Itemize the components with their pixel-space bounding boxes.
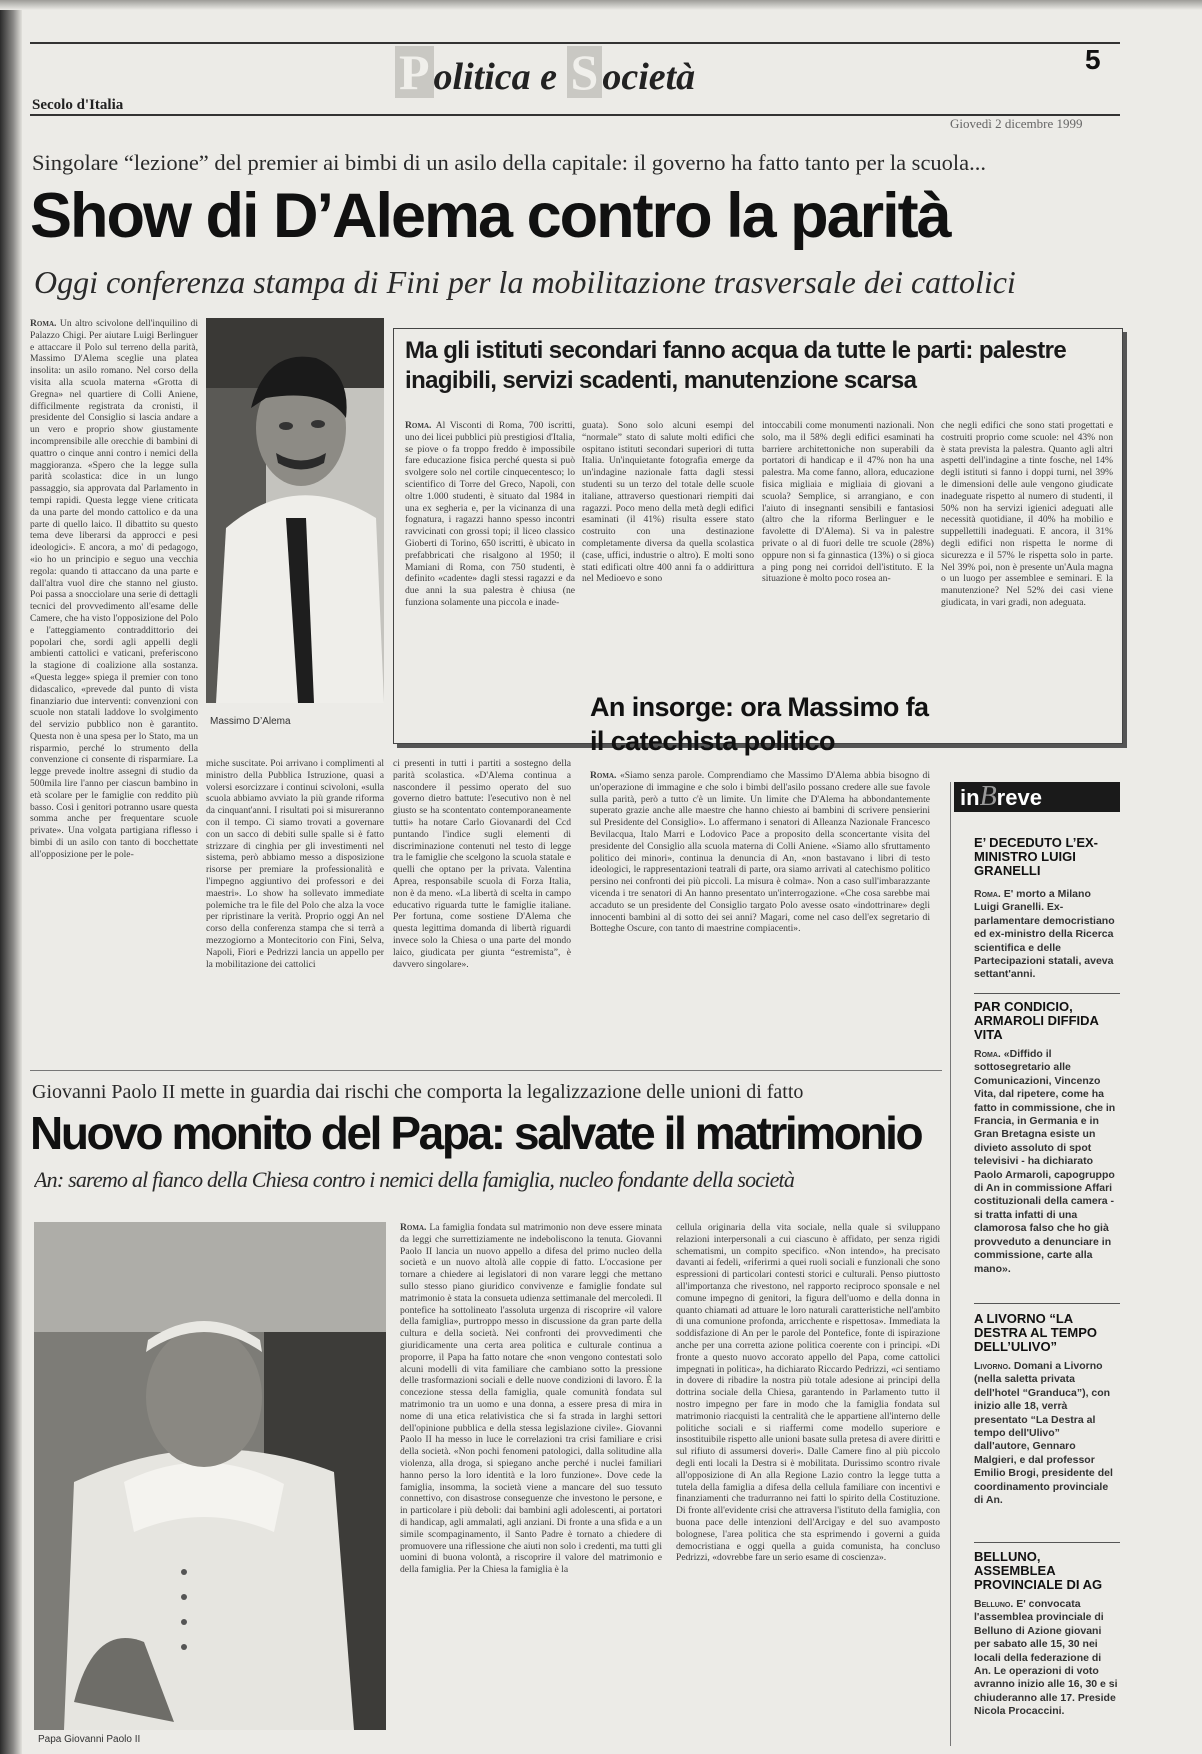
page-top-shadow [0, 0, 1202, 10]
brief-item [974, 1000, 1118, 1276]
brief-title: A LIVORNO “LA DESTRA AL TEMPO DELL’ULIVO” [974, 1311, 1098, 1354]
article-text: La famiglia fondata sul matrimonio non deve essere minata da leggi che surrettiziamente ne indeboliscono la tenuta. Giovanni Paolo II lancia un nuovo appello a difesa del primo nucleo della società e un nuovo altolà alle coppie di fatto. L'occasione per tornare a chiedere ai legislatori di non varare leggi che mettano sullo stesso piano giuridico convivenze e famiglie fondate sul matrimonio è stata la consueta udienza settimanale del mercoledì. Il pontefice ha sottolineato l'assoluta urgenza di riscoprire «il valore della famiglia», purtroppo messo in discussione da gran parte della cultura e della società. Nei confronti dei provvedimenti che giuridicamente una certa area politica e culturale continua a proporre, il Papa ha fatto notare che «non vengono contestati solo alcuni modelli di vita familiare che cambiano sotto la pressione delle trasformazioni sociali e delle nuove condizioni di lavoro. È la concezione stessa della famiglia, quale comunità fondata sul matrimonio tra un uomo e una donna, a essere presa di mira in nome di una etica relativistica che si fa strada in larghi settori dell'opinione pubblica e della stessa legislazione civile». Giovanni Paolo II ha messo in luce le correlazioni tra crisi familiare e crisi della società. «Non pochi fenomeni patologici, dalla solitudine alla violenza, alla droga, si spiegano anche perché i nuclei familiari hanno perso la loro identità e la loro funzione». Dove cede la famiglia, insomma, la società viene a mancare del suo tessuto connettivo, con disastrose conseguenze che investono le persone, e in particolare i più deboli: dai bambini agli adolescenti, ai portatori di handicap, agli ammalati, agli anziani. Di fronte a una sfida e a un simile scompaginamento, il Santo Padre è tornato a chiedere di promuovere una riflessione che aiuti non solo i credenti, ma tutti gli uomini di buona volontà, a riscoprire il valore del matrimonio e della famiglia. Per la Chiesa la famiglia è la [400, 1222, 662, 1576]
pope-subhead: An: saremo al fianco della Chiesa contro i nemici della famiglia, nucleo fondante della società [34, 1167, 795, 1192]
main-story-column-1 [30, 318, 198, 1046]
pope-story-column-2 [676, 1222, 940, 1746]
paper-name: Secolo d'Italia [32, 97, 124, 113]
box-story-column-1 [405, 420, 575, 736]
article-text: guata). Sono solo alcuni esempi del “normale” stato di salute molti edifici che ospitano istituti secondari superiori di tutta Italia. Un'inquietante fotografia emerge da un'indagine nazionale fatta dagli stessi studenti su un terzo del totale delle scuole italiane, attraverso questionari riempiti dai ragazzi. Poco meno della metà degli edifici esaminati (il 41%) risulta essere stato costruito con una destinazione completamente diversa da quella scolastica (case, uffici, industrie o altro). E molti sono stati edificati oltre 400 anni fa o addirittura nel Medioevo e sono [582, 420, 754, 585]
pope-photo [34, 1222, 386, 1730]
dalema-portrait-image [206, 318, 384, 703]
pope-kicker: Giovanni Paolo II mette in guardia dai rischi che comporta la legalizzazione delle unioni di fatto [32, 1081, 804, 1103]
article-text: Un altro scivolone dell'inquilino di Palazzo Chigi. Per aiutare Luigi Berlinguer e attaccare il Polo sul terreno della parità, Massimo D'Alema sceglie una platea insolita: un asilo romano. Nel corso della visita alla scuola materna «Grotta di Gregna» nel quartiere di Colli Aniene, difficilmente registrata da cronisti, il presidente del Consiglio si lascia andare a un vero e proprio show giustamente incomprensibile alle orecchie di bambini di quattro o cinque anni contro i nemici della maggioranza. «Spero che la legge sulla parità scolastica: dice in un lungo passaggio, sia approvata dal Parlamento in tempi rapidi. Questa legge viene criticata da una parte del mondo cattolico e da una parte di quello laico. Il dibattito su questo tema deve liberarsi da approcci e pesi ideologici». E ancora, a mo' di pedagogo, «io ho un principio e seguo una vecchia regola: quando ti attaccano da una parte e dall'altra vuol dire che stanno nel giusto. Poi passa a snocciolare una serie di dettagli tecnici del provvedimento all'esame delle Camere, che ha visto l'opposizione del Polo e l'atteggiamento contraddittorio dei popolari che, sordi agli appelli degli ambienti cattolici e vaticani, preferiscono la stagione di coalizione alla sostanza. «Questa legge» spiega il premier con tono didascalico, «prevede dal punto di vista finanziario due interventi: convenzioni con scuole non statali laddove lo svolgimento del servizio pubblico non è garantito. Questa non è una spesa per lo Stato, ma un risparmio, perché lo strumento della convenzione ci consente di risparmiare. La legge prevede inoltre assegni di studio da 500mila lire l'anno per ciascun bambino in età scolare per le famiglie con reddito più basso. Così i genitori potranno usare questa somma anche per frequentare scuole private». Una volgata partigiana riflesso i bimbi di un asilo con tanto di bocchettate all'opposizione per le pole- [30, 318, 198, 860]
main-kicker: Singolare “lezione” del premier ai bimbi di un asilo della capitale: il governo ha fatto tanto per la scuola... [32, 150, 987, 175]
dalema-photo [206, 318, 384, 703]
article-text: Al Visconti di Roma, 700 iscritti, uno dei licei pubblici più prestigiosi d'Italia, se piove o fa troppo freddo è impossibile fare educazione fisica perché questa si può svolgere solo nel cortile cinquecentesco; lo scientifico di Torre del Greco, Napoli, con oltre 1.000 studenti, è situato dal 1984 in una ex segheria e, per la vicinanza di una fognatura, i ragazzi hanno spesso incontri ravvicinati con grossi topi; il liceo classico Gioberti di Torino, 650 iscritti, è ubicato in prefabbricati che risalgono al 1950; il Mamiani di Roma, con 750 studenti, è definito «cadente» dagli stessi ragazzi e da due anni la sua palestra è chiusa (ne funziona solamente una piccola e inade- [405, 420, 575, 608]
sidebar-divider [950, 782, 951, 1746]
box-story-column-4 [941, 420, 1113, 736]
page-number: 5 [1085, 44, 1101, 75]
main-story-column-3 [393, 758, 571, 1048]
box-story-headline: Ma gli istituti secondari fanno acqua da tutte le parti: palestre inagibili, servizi scadenti, manutenzione scarsa [405, 337, 1067, 394]
brief-title: PAR CONDICIO, ARMAROLI DIFFIDA VITA [974, 999, 1099, 1042]
brief-title: E’ DECEDUTO L’EX-MINISTRO LUIGI GRANELLI [974, 835, 1099, 878]
dateline: Roma. [974, 888, 1001, 900]
dateline: Roma. [590, 770, 617, 781]
in-breve-cap: B [979, 781, 997, 812]
pope-photo-caption: Papa Giovanni Paolo II [38, 1734, 141, 1745]
main-headline: Show di D’Alema contro la parità [30, 181, 950, 251]
brief-body [974, 1360, 1118, 1507]
page-edge-shadow [0, 0, 22, 1754]
pope-story-column-1 [400, 1222, 662, 1746]
an-story-headline: An insorge: ora Massimo fa il catechista politico [590, 692, 929, 756]
issue-date: Giovedì 2 dicembre 1999 [950, 116, 1083, 131]
section-divider [30, 1070, 942, 1071]
pope-headline: Nuovo monito del Papa: salvate il matrimonio [30, 1107, 922, 1159]
in-breve-rest: reve [996, 785, 1042, 810]
brief-text: E' convocata l'assemblea provinciale di Belluno di Azione giovani per sabato alle 15, 30 nei locali della federazione di An. Le operazioni di voto avranno inizio alle 16, 30 e si chiuderanno alle 17. Preside Nicola Procaccini. [974, 1598, 1118, 1718]
brief-title: BELLUNO, ASSEMBLEA PROVINCIALE DI AG [974, 1549, 1103, 1592]
dalema-photo-caption: Massimo D’Alema [210, 716, 291, 727]
brief-body [974, 888, 1118, 982]
dateline: Roma. [974, 1048, 1001, 1060]
dateline: Belluno. [974, 1598, 1014, 1610]
brief-body [974, 1598, 1118, 1719]
brief-text: Domani a Livorno (nella saletta privata dell'hotel “Granduca”), con inizio alle 18, verrà presentato “La Destra al tempo dell'Ulivo” dall'autore, Gennaro Malgieri, e dal professor Emilio Brogi, presidente del coordinamento provinciale di An. [974, 1360, 1113, 1507]
main-subhead: Oggi conferenza stampa di Fini per la mobilitazione trasversale dei cattolici [34, 264, 1016, 300]
section-title-text: olitica e [433, 56, 567, 98]
box-story-column-2 [582, 420, 754, 698]
article-text: che negli edifici che sono stati progettati e costruiti proprio come scuole: nel 43% non è stata prevista la palestra. Quanto agli altri aspetti dell'indagine a tinte fosche, nel 14% degli istituti si fanno i doppi turni, nel 39% le dimensioni delle aule vengono giudicate inadeguate rispetto al numero di studenti, il 50% non ha servizi igienici adeguati alle necessità quotidiane, il 40% ha mobilio e suppellettili inadeguati. E ancora, il 31% degli edifici non rispetta le norme di sicurezza e il 57% le rispetta solo in parte. Nel 39% poi, non è presente un'Aula magna o un luogo per assemblee e seminari. E la manutenzione? Nel 52% dei casi viene giudicata, in vari gradi, non adeguata. [941, 420, 1113, 608]
dateline: Roma. [405, 420, 432, 431]
section-title [395, 46, 795, 102]
section-title-text: ocietà [602, 56, 696, 98]
section-title-cap: S [567, 46, 603, 98]
brief-divider [974, 993, 1120, 994]
dateline: Livorno. [974, 1360, 1011, 1372]
pope-portrait-image [34, 1222, 386, 1730]
brief-text: E' morto a Milano Luigi Granelli. Ex-parlamentare democristiano ed ex-ministro della Ricerca scientifica e delle Partecipazioni statali, aveva settant'anni. [974, 888, 1115, 981]
dateline: Roma. [400, 1222, 427, 1233]
in-breve-prefix: in [960, 785, 980, 810]
brief-text: «Diffido il sottosegretario alle Comunicazioni, Vincenzo Vita, dal ripetere, come ha fatto in commissione, che in Francia, in Germania e in Gran Bretagna esiste un divieto assoluto di spot televisivi - ha dichiarato Paolo Armaroli, capogruppo di An in commissione Affari costituzionali della camera - si tratta infatti di una clamorosa falso che ho già provveduto a denunciare in commissione, carte alla mano». [974, 1048, 1116, 1275]
brief-divider [974, 1542, 1120, 1543]
brief-body [974, 1048, 1118, 1276]
article-text: «Siamo senza parole. Comprendiamo che Massimo D'Alema abbia bisogno di un'operazione di immagine e che solo i bimbi dell'asilo possano credere alle sue favole sulla parità, però a tutto c'è un limite. Un limite che D'Alema ha abbondantemente superato grazie anche alle maestre che hanno chiesto ai bambini di scrivere pensierini sul Presidente del Consiglio». Lo affermano i senatori di Alleanza Nazionale Francesco Bevilacqua, Italo Marri e Lodovico Pace a proposito della sconcertante visita del presidente del Consiglio alla scuola materna di Colli Aniene. «Siamo allo sfruttamento politico dei minori», continua la denuncia di An, «non bastavano i libri di testo ideologici, le rappresentazioni teatrali di parte, ora siamo arrivati al catechismo politico persino nei confronti dei più piccoli. La misura è colma». Non a caso sull'imbarazzante vicenda i tre senatori di An hanno presentato un'interrogazione. «Che cosa sarebbe mai accaduto se un presidente del Consiglio targato Polo avesse osato «indottrinare» degli innocenti bambini al di sotto dei sei anni? Magari, come nel caso dell'ex segretario di Botteghe Oscure, con tanto di maestrine compiacenti». [590, 770, 930, 935]
article-text: intoccabili come monumenti nazionali. Non solo, ma il 58% degli edifici esaminati ha barriere architettoniche non superabili da portatori di handicap e il 47% non ha una palestra. Ma come fanno, allora, educazione fisica migliaia e migliaia di giovani a scuola? Semplice, si arrangiano, e con l'aiuto di insegnanti sensibili e fantasiosi (altro che la riforma Berlinguer e le favolette di D'Alema). Si va in palestre private o al di fuori delle tre scuole (28%) oppure non si fa ginnastica (13%) o si gioca a ping pong nei corridoi dell'istituto. E la situazione è molto poco rosea an- [762, 420, 934, 585]
an-story-text [590, 770, 930, 1044]
in-breve-banner [954, 782, 1120, 812]
article-text: ci presenti in tutti i partiti a sostegno della parità scolastica. «D'Alema continua a nascondere il pessimo operato del suo governo dietro battute: l'esecutivo non è nel giusto se ha scontentato contemporaneamente tutti» ha notare Carlo Giovanardi del Ccd puntando l'indice sugli elementi di discriminazione contenuti nel testo di legge tra le famiglie che scelgono la scuola statale e quelli che optano per la privata. Valentina Aprea, responsabile scuola di Forza Italia, non è da meno. «La libertà di scelta in campo educativo riguarda tutte le famiglie italiane. Per fortuna, come sostiene D'Alema che questa legittima domanda di libertà riguardi invece solo la Chiesa o una parte del mondo laico, giudicata per giunta “estremista”, è davvero singolare». [393, 758, 571, 970]
section-title-cap: P [395, 46, 434, 98]
dateline: Roma. [30, 318, 57, 329]
brief-item [974, 1312, 1118, 1507]
brief-divider [974, 1303, 1120, 1304]
brief-item [974, 1550, 1118, 1719]
brief-item [974, 836, 1118, 982]
article-text: cellula originaria della vita sociale, nella quale si sviluppano relazioni interpersonali a cui ciascuno è affidato, per senza rigidi schematismi, un compito specifico. «Non intendo», ha precisato davanti ai fedeli, «riferirmi a quei ruoli sociali e funzionali che sono espressioni di particolari contesti storici e culturali. Penso piuttosto all'importanza che rivestono, nel rapporto reciproco sponsale e nel comune impegno di genitori, la figura dell'uomo e della donna in quanto chiamati ad attuare le loro naturali caratteristiche nell'ambito di una comunione profonda, arricchente e rispettosa». Immediata la soddisfazione di An per le parole del Pontefice, fonte di ispirazione anche per una corretta azione politica coerente con i principi. «Di fronte a questo nuovo accorato appello del Papa, come cattolici impegnati in politica», ha dichiarato Riccardo Pedrizzi, «ci sentiamo in dovere di ribadire la nostra più totale adesione ai principi della dottrina sociale della Chiesa, garantendo in Parlamento tutto il nostro impegno per fare in modo che la famiglia fondata sul matrimonio riacquisti la centralità che le appartiene all'interno delle politiche sociali e si riaffermi come modello superiore e insostituibile rispetto alle unioni basate sulla pretesa di avere diritti e sul rifiuto di assumersi doveri». Dalle Camere fino al più piccolo degli enti locali la Destra si è mobilitata. Durissimo scontro rivale all'opposizione di An alla Regione Lazio contro la legge tutta a tutela della famiglia a difesa della cellula familiare con incentivi e finanziamenti che tradurranno nei fatti lo spirito della Costituzione. Di fronte all'evidente crisi che attraversa l'istituto della famiglia, con buona pace delle intenzioni dell'Arcigay e del suo avamposto bolognese, l'area politica che sta esprimendo i governi a guida democristiana e oggi quella a guida comunista, ha concluso Pedrizzi, «dovrebbe fare un serio esame di coscienza». [676, 1222, 940, 1564]
article-text: miche suscitate. Poi arrivano i complimenti al ministro della Pubblica Istruzione, quasi a volersi esorcizzare i continui scivoloni, «sulla scuola abbiamo avviato la più grande riforma da cinquant'anni. I risultati poi si misureranno con il tempo. Ci siamo trovati a governare con un sacco di debiti sulle spalle si è fatto strizzare di cinghia per gli investimenti nel sistema, però abbiamo messo a disposizione risorse per premiare la professionalità e l'impegno aggiuntivo dei professori e dei maestri». Lo show ha sollevato immediate polemiche tra le file del Polo che alza la voce per ripristinare la verità. Proprio oggi An nel corso della conferenza stampa che si terrà a mezzogiorno a Montecitorio con Fini, Selva, Napoli, Fiori e Pedrizzi lancia un appello per la mobilitazione dei cattolici [206, 758, 384, 970]
box-story-column-3 [762, 420, 934, 690]
main-story-column-2 [206, 758, 384, 1048]
